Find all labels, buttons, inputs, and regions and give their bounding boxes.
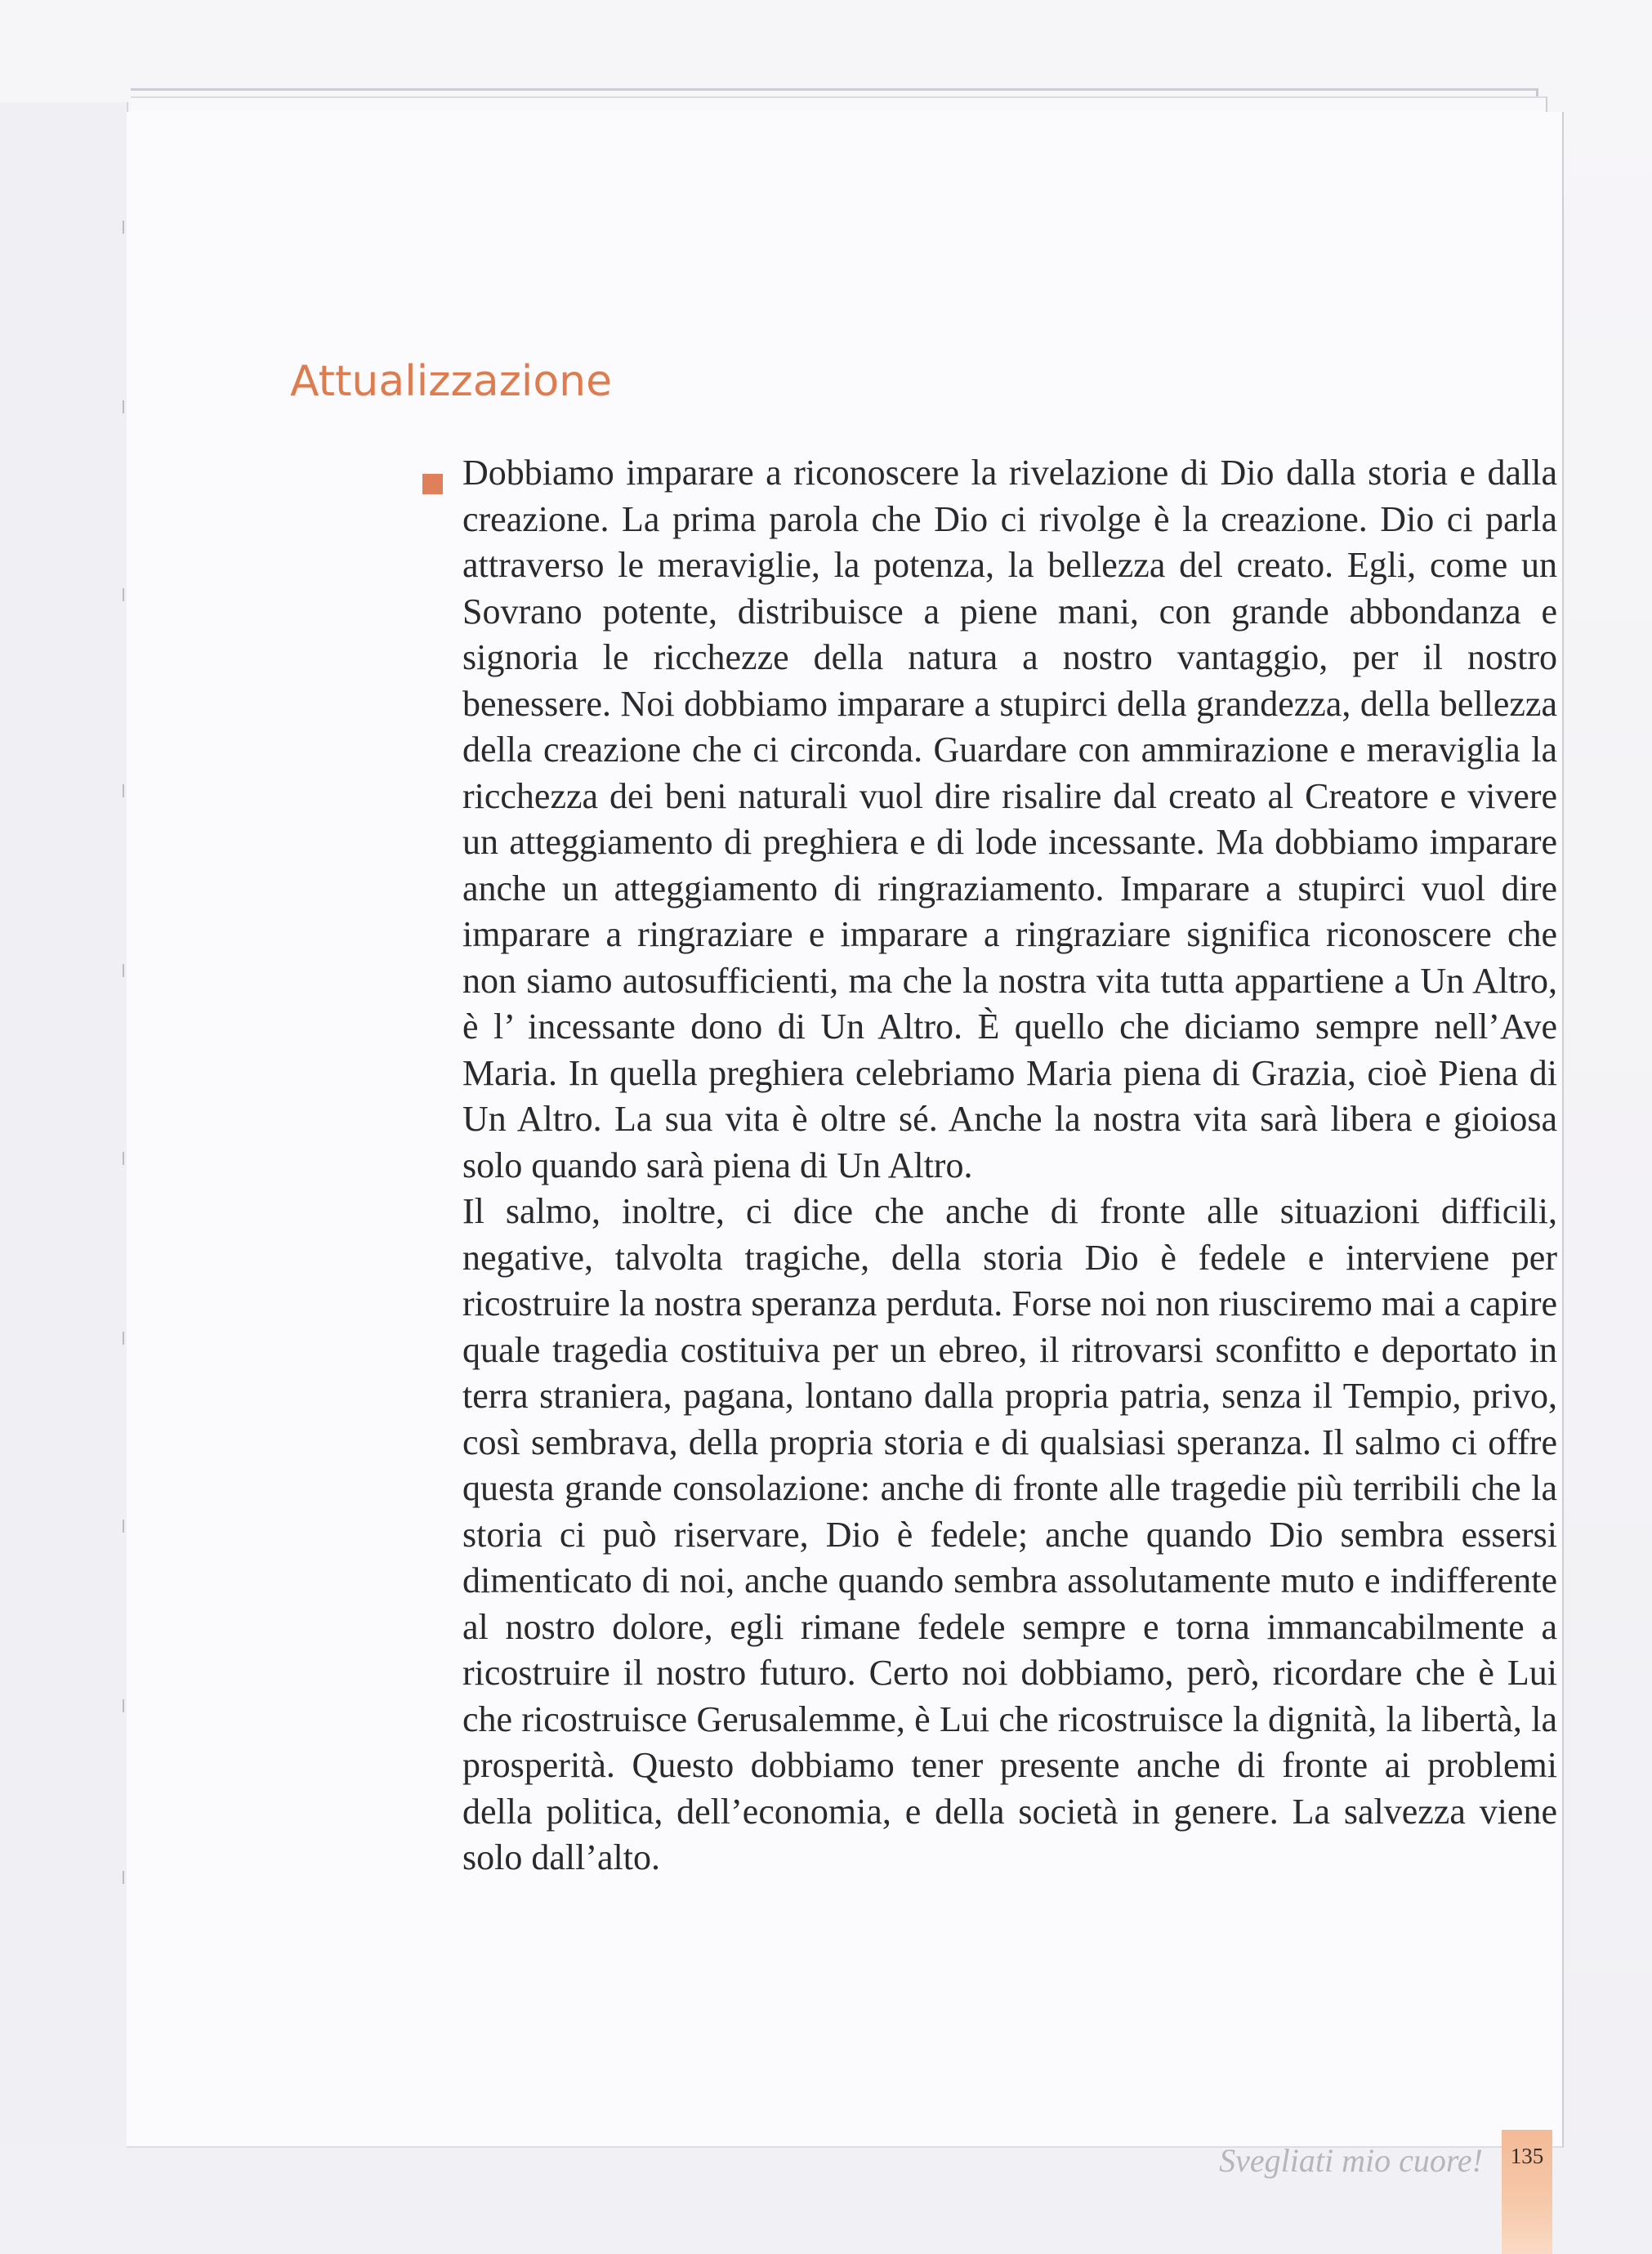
paragraph-1: Dobbiamo imparare a riconoscere la rivelazione di Dio dalla storia e dalla creazione. La prima parola che Dio ci rivolge è la creazione. Dio ci parla attraverso le meraviglie, la potenza, la bellezza del creato. Egli, come un Sovrano potente, distribuisce a piene mani, con grande abbondanza e signoria le ricchezze della natura a nostro vantaggio, per il nostro benessere. Noi dobbiamo imparare a stupirci della grandezza, della bellezza della creazione che ci circonda. Guardare con ammirazione e meraviglia la ricchezza dei beni naturali vuol dire risalire dal creato al Creatore e vivere un atteggiamento di preghiera e di lode incessante. Ma dobbiamo imparare anche un atteggiamento di ringraziamento. Imparare a stupirci vuol dire imparare a ringraziare e imparare a ringraziare significa riconoscere che non siamo autosufficienti, ma che la nostra vita tutta appartiene a Un Altro, è l’ incessante dono di Un Altro. È quello che diciamo sempre nell’Ave Maria. In quella preghiera celebriamo Maria piena di Grazia, cioè Piena di Un Altro. La sua vita è oltre sé. Anche la nostra vita sarà libera e gioiosa solo quando sarà piena di Un Altro. xyxy=(462,453,1557,1185)
previous-page-edge xyxy=(0,102,128,2143)
body-text xyxy=(462,450,1557,1881)
paragraph-2: Il salmo, inoltre, ci dice che anche di fronte alle situazioni difficili, negative, talvolta tragiche, della storia Dio è fedele e interviene per ricostruire la nostra speranza perduta. Forse noi non riusciremo mai a capire quale tragedia costituiva per un ebreo, il ritrovarsi sconfitto e deportato in terra straniera, pagana, lontano dalla propria patria, senza il Tempio, privo, così sembrava, della propria storia e di qualsiasi speranza. Il salmo ci offre questa grande consolazione: anche di fronte alle tragedie più terribili che la storia ci può riservare, Dio è fedele; anche quando Dio sembra essersi dimenticato di noi, anche quando sembra assolutamente muto e indifferente al nostro dolore, egli rimane fedele sempre e torna immancabilmente a ricostruire il nostro futuro. Certo noi dobbiamo, però, ricordare che è Lui che ricostruisce Gerusalemme, è Lui che ricostruisce la dignità, la libertà, la prosperità. Questo dobbiamo tener presente anche di fronte ai problemi della politica, dell’economia, e della società in genere. La salvezza viene solo dall’alto. xyxy=(462,1191,1557,1877)
section-heading: Attualizzazione xyxy=(290,357,613,406)
page-number: 135 xyxy=(1510,2144,1544,2168)
running-footer-title: Svegliati mio cuore! xyxy=(1219,2142,1483,2179)
book-page xyxy=(127,112,1564,2179)
square-bullet-icon xyxy=(422,474,443,494)
